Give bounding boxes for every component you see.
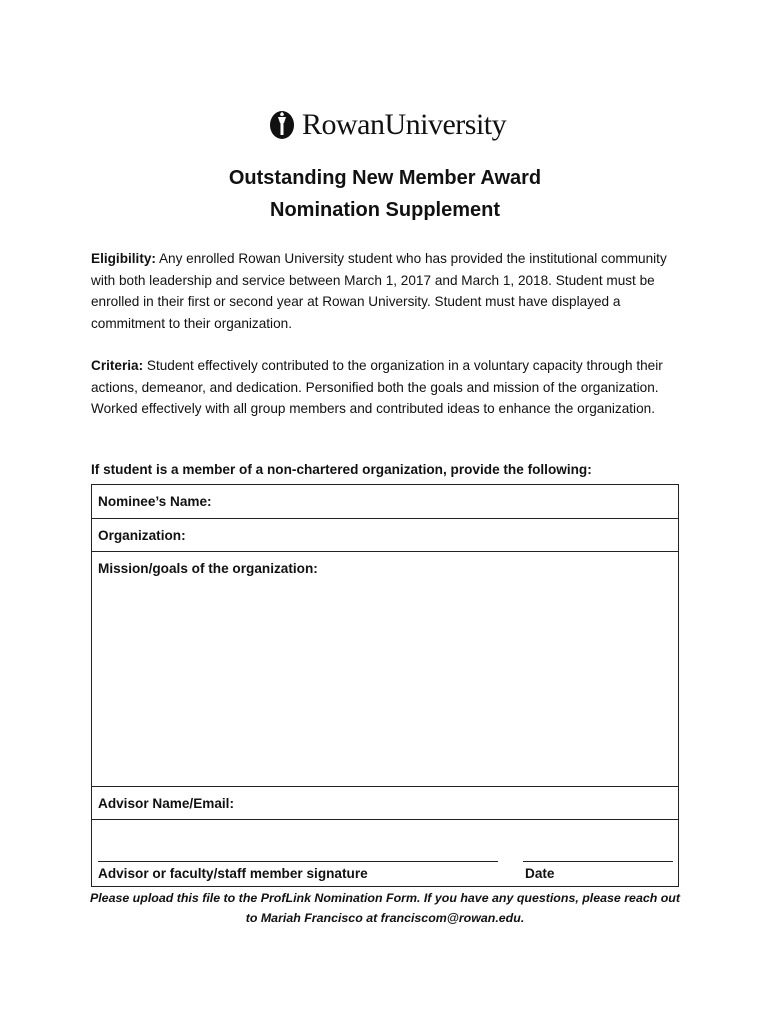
eligibility-paragraph — [91, 248, 691, 334]
upload-instructions — [80, 888, 690, 928]
page-subtitle: Nomination Supplement — [270, 199, 500, 221]
university-logo — [268, 108, 506, 142]
mission-goals-label: Mission/goals of the organization: — [98, 561, 318, 576]
advisor-name-email-label: Advisor Name/Email: — [98, 796, 234, 811]
signature-label: Advisor or faculty/staff member signature — [98, 866, 368, 881]
criteria-label: Criteria: — [91, 358, 144, 373]
eligibility-label: Eligibility: — [91, 251, 156, 266]
nomination-form-table — [91, 484, 679, 887]
torch-seal-icon — [268, 109, 296, 141]
advisor-name-email-field[interactable] — [92, 787, 678, 820]
form-heading: If student is a member of a non-chartered organization, provide the following: — [91, 462, 592, 477]
date-label: Date — [525, 866, 555, 881]
nominee-name-field[interactable] — [92, 485, 678, 519]
organization-field[interactable] — [92, 519, 678, 552]
eligibility-text: Any enrolled Rowan University student who has provided the institutional community with both leadership and service between March 1, 2017 and March 1, 2018. Student must be enrolled in their first or second year at Rowan University. Student must have displayed a commitment to their organization. — [91, 251, 667, 331]
date-line[interactable] — [523, 861, 673, 862]
signature-line[interactable] — [98, 861, 498, 862]
footer-line-2: to Mariah Francisco at franciscom@rowan.edu. — [245, 911, 525, 925]
criteria-paragraph — [91, 355, 691, 420]
criteria-text: Student effectively contributed to the organization in a voluntary capacity through their actions, demeanor, and dedication. Personified both the goals and mission of the organization. Worked effectively with all group members and contributed ideas to enhance the organization. — [91, 358, 663, 416]
page-title: Outstanding New Member Award — [228, 167, 542, 189]
footer-line-1: Please upload this file to the ProfLink Nomination Form. If you have any questions, please reach out — [89, 891, 681, 905]
organization-label: Organization: — [98, 528, 186, 543]
signature-row — [92, 820, 678, 888]
mission-goals-field[interactable] — [92, 552, 678, 787]
logo-wordmark: RowanUniversity — [302, 108, 507, 141]
nominee-name-label: Nominee’s Name: — [98, 494, 212, 509]
